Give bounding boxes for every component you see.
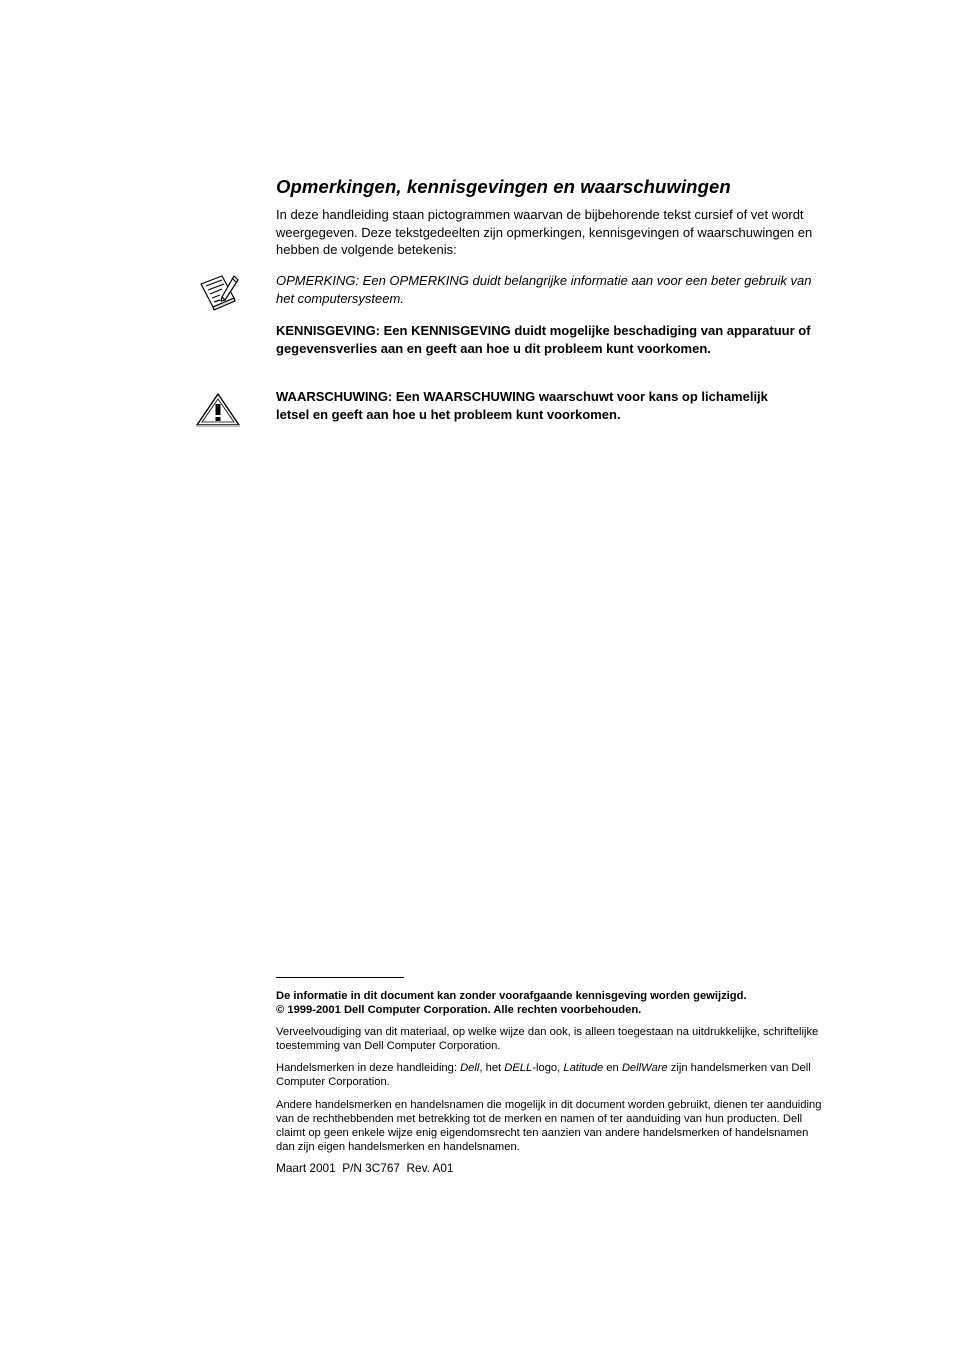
trademarks-notice <box>276 1061 826 1089</box>
trademarks-separator: , het <box>479 1062 505 1074</box>
reproduction-notice: Verveelvoudiging van dit materiaal, op welke wijze dan ook, is alleen toegestaan na uitdrukkelijke, schriftelijke toestemming van Dell Computer Corporation. <box>276 1026 819 1052</box>
note-text: OPMERKING: Een OPMERKING duidt belangrijke informatie aan voor een beter gebruik van het computersysteem. <box>276 273 812 306</box>
note-pencil-icon <box>198 272 240 312</box>
warning-text: WAARSCHUWING: Een WAARSCHUWING waarschuwt voor kans op lichamelijk letsel en geeft aan hoe u het probleem kunt voorkomen. <box>276 389 768 422</box>
trademarks-separator: -logo, <box>532 1062 564 1074</box>
trademark-dell-logo: DELL <box>504 1062 533 1074</box>
document-info: Maart 2001 P/N 3C767 Rev. A01 <box>276 1161 454 1175</box>
intro-paragraph: In deze handleiding staan pictogrammen waarvan de bijbehorende tekst cursief of vet wordt weergegeven. Deze tekstgedeelten zijn opmerkingen, kennisgevingen of waarschuwingen en hebben de volgende betekenis: <box>276 207 813 257</box>
trademarks-separator: en <box>603 1062 622 1074</box>
copyright-line: © 1999-2001 Dell Computer Corporation. Alle rechten voorbehouden. <box>276 1004 642 1016</box>
trademark-dellware: DellWare <box>621 1062 668 1074</box>
other-trademarks-notice: Andere handelsmerken en handelsnamen die mogelijk in dit document worden gebruikt, dienen ter aanduiding van de rechthebbenden met betrekking tot de merken en namen of ter aanduiding van hun producten. Dell claimt op geen enkele wijze enig eigendomsrecht ten aanzien van andere handelsmerken of handelsnamen dan zijn eigen handelsmerken en handelsnamen. <box>276 1099 822 1153</box>
change-notice-line: De informatie in dit document kan zonder voorafgaande kennisgeving worden gewijzigd. <box>276 990 747 1002</box>
section-heading: Opmerkingen, kennisgevingen en waarschuwingen <box>276 176 731 197</box>
warning-triangle-icon <box>195 390 241 428</box>
trademarks-suffix: zijn handelsmerken van Dell Computer Corporation. <box>276 1062 811 1088</box>
footer-legal-notice <box>276 989 826 1017</box>
footer-divider <box>276 977 404 978</box>
trademark-dell: Dell <box>460 1062 480 1074</box>
trademarks-prefix: Handelsmerken in deze handleiding: <box>276 1062 461 1074</box>
trademark-latitude: Latitude <box>563 1062 604 1074</box>
notice-text: KENNISGEVING: Een KENNISGEVING duidt mogelijke beschadiging van apparatuur of gegevensverlies aan en geeft aan hoe u dit probleem kunt voorkomen. <box>276 323 811 356</box>
